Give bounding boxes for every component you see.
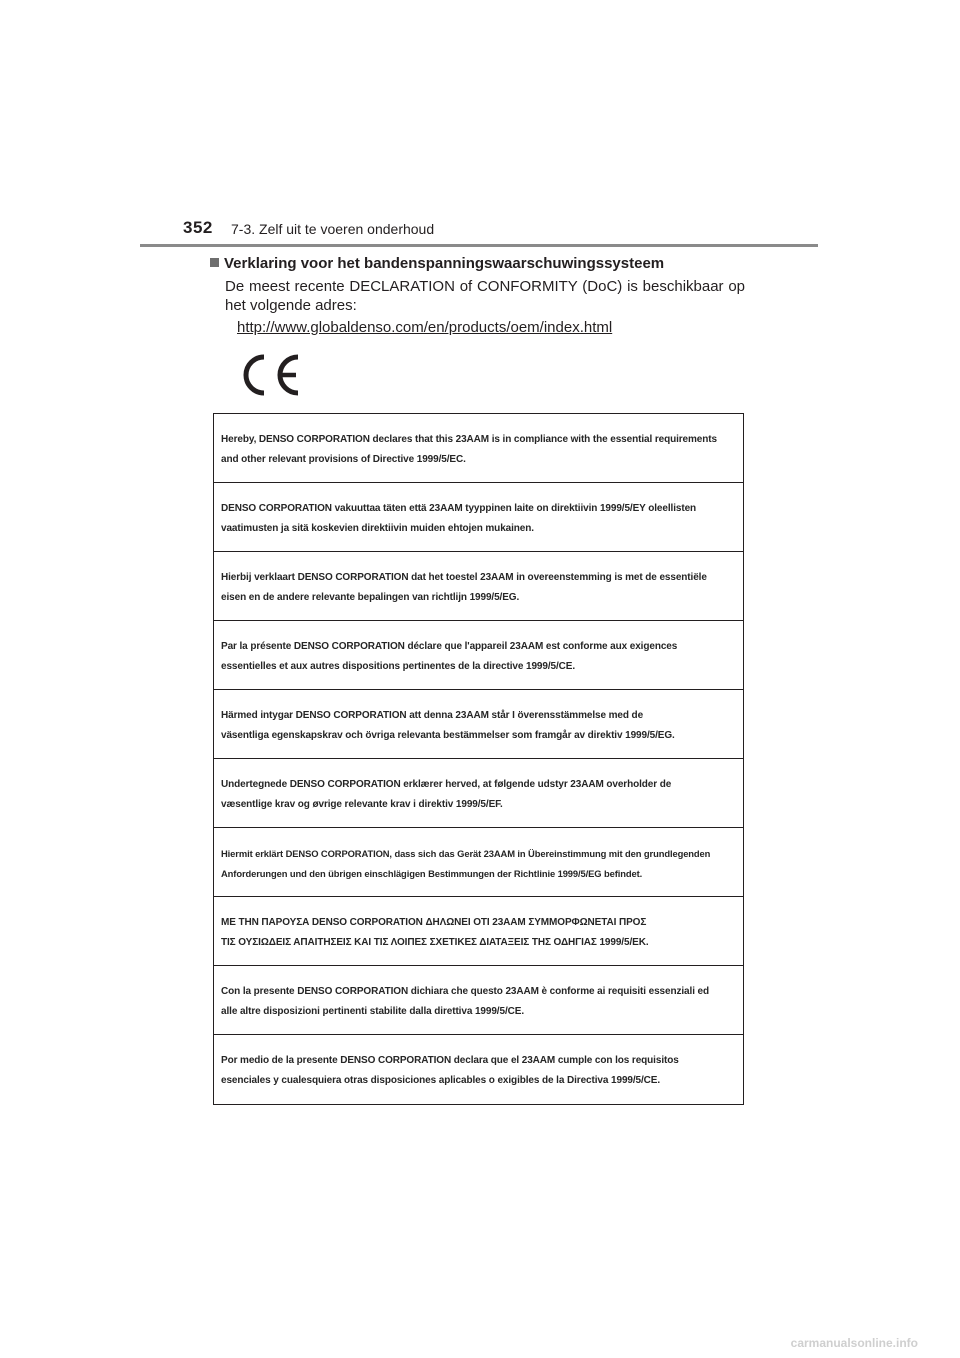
declaration-line: väsentliga egenskapskrav och övriga relevanta bestämmelser som framgår av direktiv 1999/5/EG.	[221, 730, 675, 741]
declaration-row-da	[214, 759, 743, 828]
declaration-line: essentielles et aux autres dispositions pertinentes de la directive 1999/5/CE.	[221, 661, 576, 672]
declaration-line: esenciales y cualesquiera otras disposiciones aplicables o exigibles de la Directiva 1999/5/CE.	[221, 1075, 661, 1086]
declaration-line: vaatimusten ja sitä koskevien direktiivin muiden ehtojen mukainen.	[221, 523, 534, 534]
declaration-row-en	[214, 414, 743, 483]
declaration-line: Con la presente DENSO CORPORATION dichiara che questo 23AAM è conforme ai requisiti essenziali ed	[221, 986, 710, 997]
section-heading	[210, 255, 664, 272]
declaration-row-el	[214, 897, 743, 966]
declaration-line: Hiermit erklärt DENSO CORPORATION, dass sich das Gerät 23AAM in Übereinstimmung mit den grundlegenden	[221, 848, 711, 859]
site-watermark: carmanualsonline.info	[790, 1336, 918, 1350]
declaration-line: Por medio de la presente DENSO CORPORATION declara que el 23AAM cumple con los requisitos	[221, 1055, 679, 1066]
declarations-table	[213, 413, 744, 1105]
declaration-line: Undertegnede DENSO CORPORATION erklærer herved, at følgende udstyr 23AAM overholder de	[221, 779, 672, 790]
declaration-line: eisen en de andere relevante bepalingen van richtlijn 1999/5/EG.	[221, 592, 520, 603]
declaration-line: and other relevant provisions of Directive 1999/5/EC.	[221, 454, 466, 465]
declaration-line: Hereby, DENSO CORPORATION declares that this 23AAM is in compliance with the essential requirements	[221, 434, 717, 445]
square-bullet-icon	[210, 258, 219, 267]
doc-url-link[interactable]: http://www.globaldenso.com/en/products/oem/index.html	[237, 319, 613, 336]
declaration-line: Härmed intygar DENSO CORPORATION att denna 23AAM står I överensstämmelse med de	[221, 710, 644, 721]
declaration-row-fi	[214, 483, 743, 552]
chapter-title: 7-3. Zelf uit te voeren onderhoud	[231, 221, 435, 237]
ce-mark-icon	[238, 352, 302, 398]
declaration-line: DENSO CORPORATION vakuuttaa täten että 23AAM tyyppinen laite on direktiivin 1999/5/EY oleellisten	[221, 503, 697, 514]
declaration-line: ΤΙΣ ΟΥΣΙΩΔΕΙΣ ΑΠΑΙΤΗΣΕΙΣ ΚΑΙ ΤΙΣ ΛΟΙΠΕΣ ΣΧΕΤΙΚΕΣ ΔΙΑΤΑΞΕΙΣ ΤΗΣ ΟΔΗΓΙΑΣ 1999/5/ΕΚ.	[221, 937, 649, 948]
declaration-row-de	[214, 828, 743, 897]
declaration-row-it	[214, 966, 743, 1035]
declaration-line: ΜΕ ΤΗΝ ΠΑΡΟΥΣΑ DENSO CORPORATION ΔΗΛΩΝΕΙ ΟΤΙ 23AAM ΣΥΜΜΟΡΦΩΝΕΤΑΙ ΠΡΟΣ	[221, 917, 647, 928]
declaration-line: Anforderungen und den übrigen einschlägigen Bestimmungen der Richtlinie 1999/5/EG befindet.	[221, 868, 643, 879]
declaration-line: væsentlige krav og øvrige relevante krav i direktiv 1999/5/EF.	[221, 799, 503, 810]
header-rule	[140, 244, 818, 247]
declaration-line: Hierbij verklaart DENSO CORPORATION dat het toestel 23AAM in overeenstemming is met de essentiële	[221, 572, 707, 583]
declaration-line: Par la présente DENSO CORPORATION déclare que l'appareil 23AAM est conforme aux exigences	[221, 641, 678, 652]
page-number: 352	[183, 218, 213, 237]
declaration-line: alle altre disposizioni pertinenti stabilite dalla direttiva 1999/5/CE.	[221, 1006, 524, 1017]
body-paragraph: De meest recente DECLARATION of CONFORMITY (DoC) is beschikbaar op het volgende adres:	[225, 278, 745, 314]
section-heading-text: Verklaring voor het bandenspanningswaarschuwingssysteem	[224, 255, 665, 272]
declaration-row-fr	[214, 621, 743, 690]
declaration-row-es	[214, 1035, 743, 1104]
declaration-row-nl	[214, 552, 743, 621]
declaration-row-sv	[214, 690, 743, 759]
